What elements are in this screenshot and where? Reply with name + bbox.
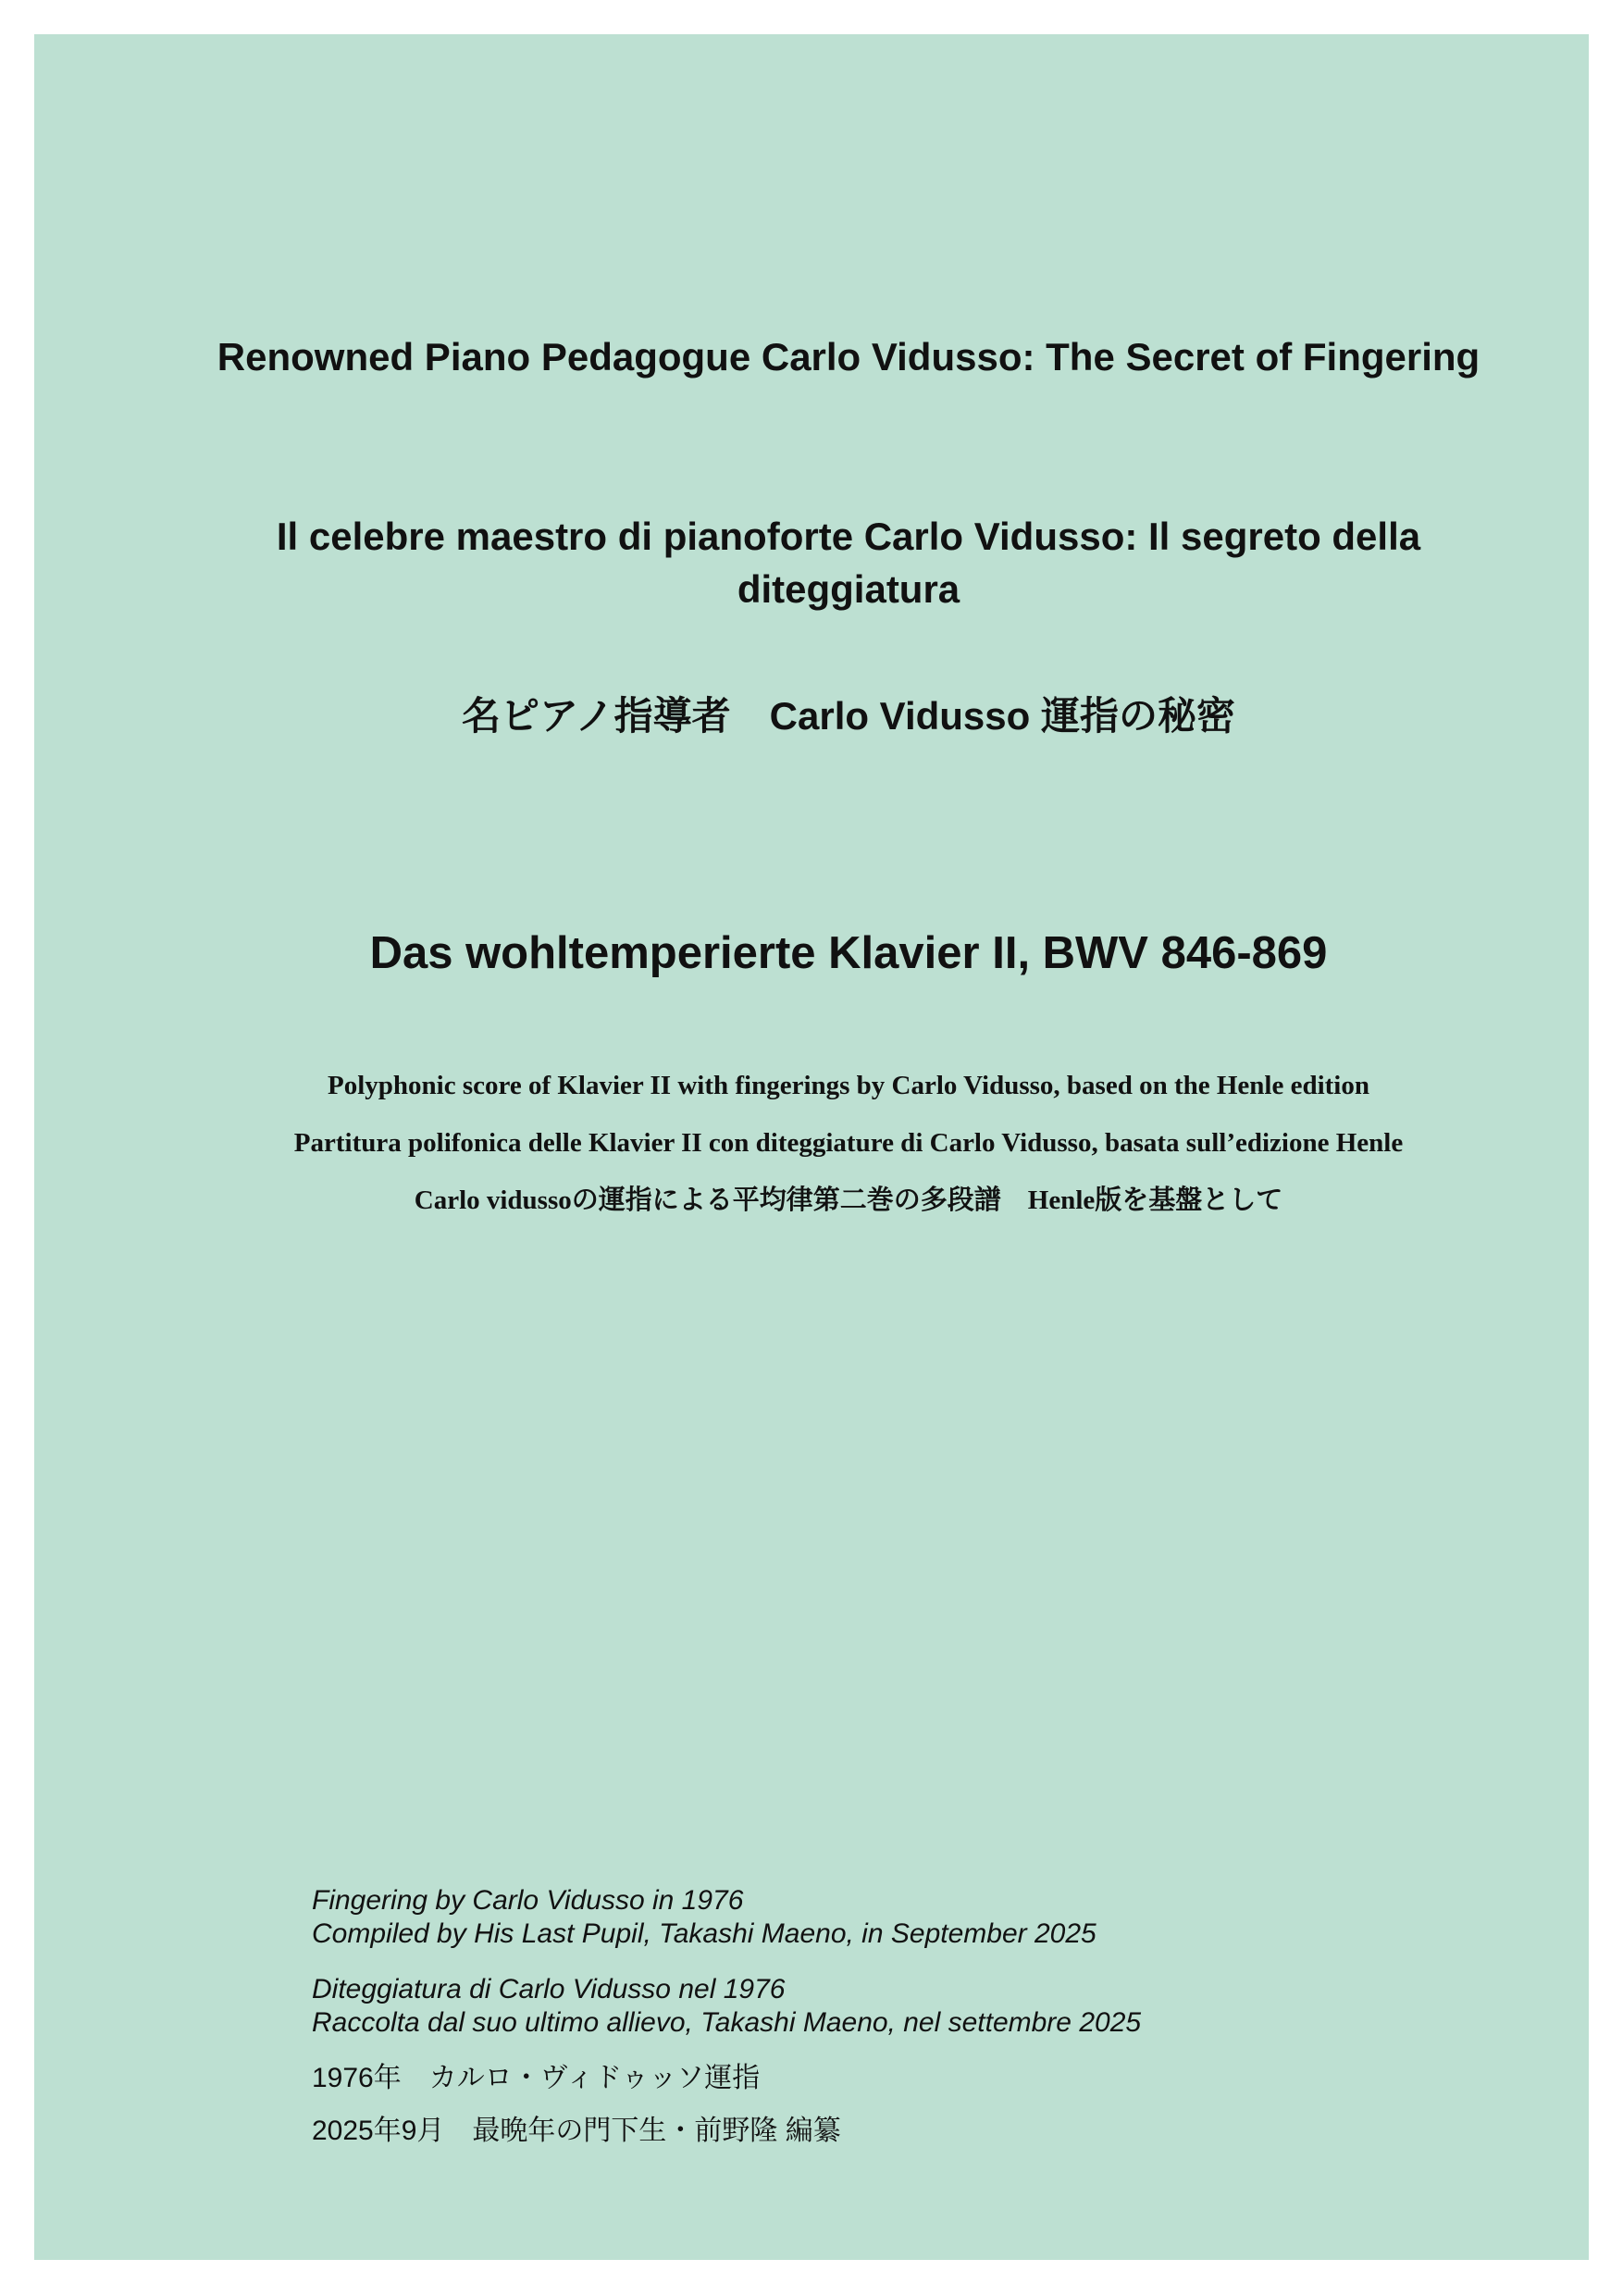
title-japanese: 名ピアノ指導者 Carlo Vidusso 運指の秘密	[462, 694, 1235, 738]
credits-english	[312, 1884, 1515, 1951]
description-english: Polyphonic score of Klavier II with fingerings by Carlo Vidusso, based on the Henle edition	[328, 1071, 1369, 1100]
credits-italian	[312, 1973, 1515, 2040]
credits-english-line-1: Fingering by Carlo Vidusso in 1976	[312, 1885, 744, 1916]
title-italian: Il celebre maestro di pianoforte Carlo Vidusso: Il segreto della diteggiatura	[276, 515, 1421, 611]
credits-italian-line-2: Raccolta dal suo ultimo allievo, Takashi Maeno, nel settembre 2025	[312, 2007, 1142, 2038]
credits-japanese-line-2: 2025年9月 最晩年の門下生・前野隆 編纂	[312, 2116, 841, 2146]
credits-japanese-line-1: 1976年 カルロ・ヴィドゥッソ運指	[312, 2063, 761, 2093]
credits-english-line-2: Compiled by His Last Pupil, Takashi Maeno, in September 2025	[312, 1918, 1096, 1949]
credits-italian-line-1: Diteggiatura di Carlo Vidusso nel 1976	[312, 1974, 786, 2004]
description-italian: Partitura polifonica delle Klavier II con diteggiature di Carlo Vidusso, basata sull’edizione Henle	[293, 1128, 1404, 1158]
description-japanese: Carlo vidussoの運指による平均律第二巻の多段譜 Henle版を基盤として	[414, 1185, 1283, 1215]
title-english: Renowned Piano Pedagogue Carlo Vidusso: The Secret of Fingering	[217, 335, 1481, 379]
work-title: Das wohltemperierte Klavier II, BWV 846-869	[369, 928, 1328, 978]
